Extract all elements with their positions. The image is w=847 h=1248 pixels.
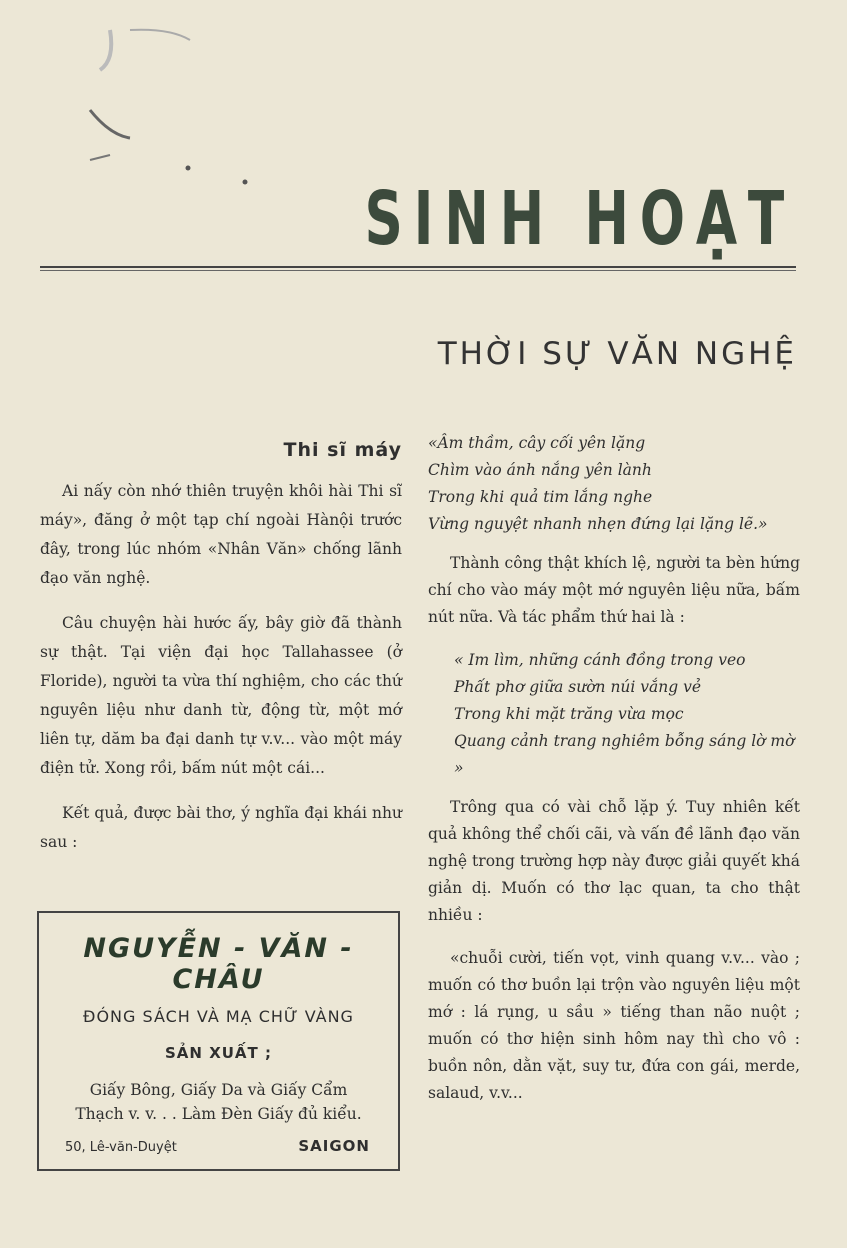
left-column: [40, 430, 402, 873]
poem-line: «Âm thầm, cây cối yên lặng: [428, 434, 646, 452]
title-rule: [40, 266, 796, 268]
ink-stain-marks: [70, 10, 270, 190]
title-rule-thin: [40, 270, 796, 271]
poem-line: Trong khi mặt trăng vừa mọc: [454, 705, 684, 723]
poem-line: Trong khi quả tim lắng nghe: [428, 488, 653, 506]
paragraph: Ai nấy còn nhớ thiên truyện khôi hài Thi sĩ máy», đăng ở một tạp chí ngoài Hànội trước đây, trong lúc nhóm «Nhân Văn» chống lãnh đạo văn nghệ.: [40, 482, 402, 587]
poem-line: Vừng nguyệt nhanh nhẹn đứng lại lặng lẽ.»: [428, 515, 768, 533]
poem-first: [428, 430, 800, 538]
section-title: SINH HOẠT: [364, 176, 795, 262]
paragraph: Trông qua có vài chỗ lặp ý. Tuy nhiên kết quả không thể chối cãi, và vấn đề lãnh đạo văn nghệ trong trường hợp này được giải quyết khá giản dị. Muốn có thơ lạc quan, ta cho thật nhiều :: [428, 798, 800, 924]
paragraph: Câu chuyện hài hước ấy, bây giờ đã thành sự thật. Tại viện đại học Tallahassee (ở Floride), người ta vừa thí nghiệm, cho các thứ nguyên liệu như danh từ, động từ, một mớ liên tự, dăm ba đại danh tự v.v... vào một máy điện tử. Xong rồi, bấm nút một cái...: [40, 614, 402, 777]
article-heading: Thi sĩ máy: [283, 439, 402, 461]
poem-line: Quang cảnh trang nghiêm bỗng sáng lờ mờ »: [454, 732, 795, 777]
poem-second: [428, 647, 800, 782]
ad-description: Giấy Bông, Giấy Da và Giấy Cẩm Thạch v. v. . . Làm Đèn Giấy đủ kiểu.: [75, 1081, 362, 1123]
ad-services: ĐÓNG SÁCH VÀ MẠ CHỮ VÀNG: [83, 1007, 354, 1026]
ad-city: SAIGON: [298, 1137, 370, 1155]
ad-business-name: NGUYỄN - VĂN - CHÂU: [83, 933, 354, 995]
ad-footer: [65, 1137, 370, 1155]
paragraph: Thành công thật khích lệ, người ta bèn hứng chí cho vào máy một mớ nguyên liệu nữa, bấm nút nữa. Và tác phẩm thứ hai là :: [428, 554, 800, 626]
advertisement-box: [37, 911, 400, 1171]
paragraph: Kết quả, được bài thơ, ý nghĩa đại khái như sau :: [40, 804, 402, 851]
poem-line: Phất phơ giữa sườn núi vắng vẻ: [454, 678, 702, 696]
ad-address: 50, Lê-văn-Duyệt: [65, 1140, 177, 1155]
section-subtitle: THỜI SỰ VĂN NGHỆ: [437, 336, 797, 372]
poem-line: Chìm vào ánh nắng yên lành: [428, 461, 652, 479]
ad-products-heading: SẢN XUẤT ;: [165, 1044, 272, 1062]
poem-line: « Im lìm, những cánh đồng trong veo: [454, 651, 746, 669]
right-column: [428, 430, 800, 1123]
paragraph: «chuỗi cười, tiến vọt, vinh quang v.v... vào ; muốn có thơ buồn lại trộn vào nguyên liệu một mớ : lá rụng, u sầu » tiếng than não nuột ; muốn có thơ hiện sinh hôm nay thì cho vô : buồn nôn, dằn vặt, suy tư, đứa con gái, merde, salaud, v.v...: [428, 949, 800, 1102]
